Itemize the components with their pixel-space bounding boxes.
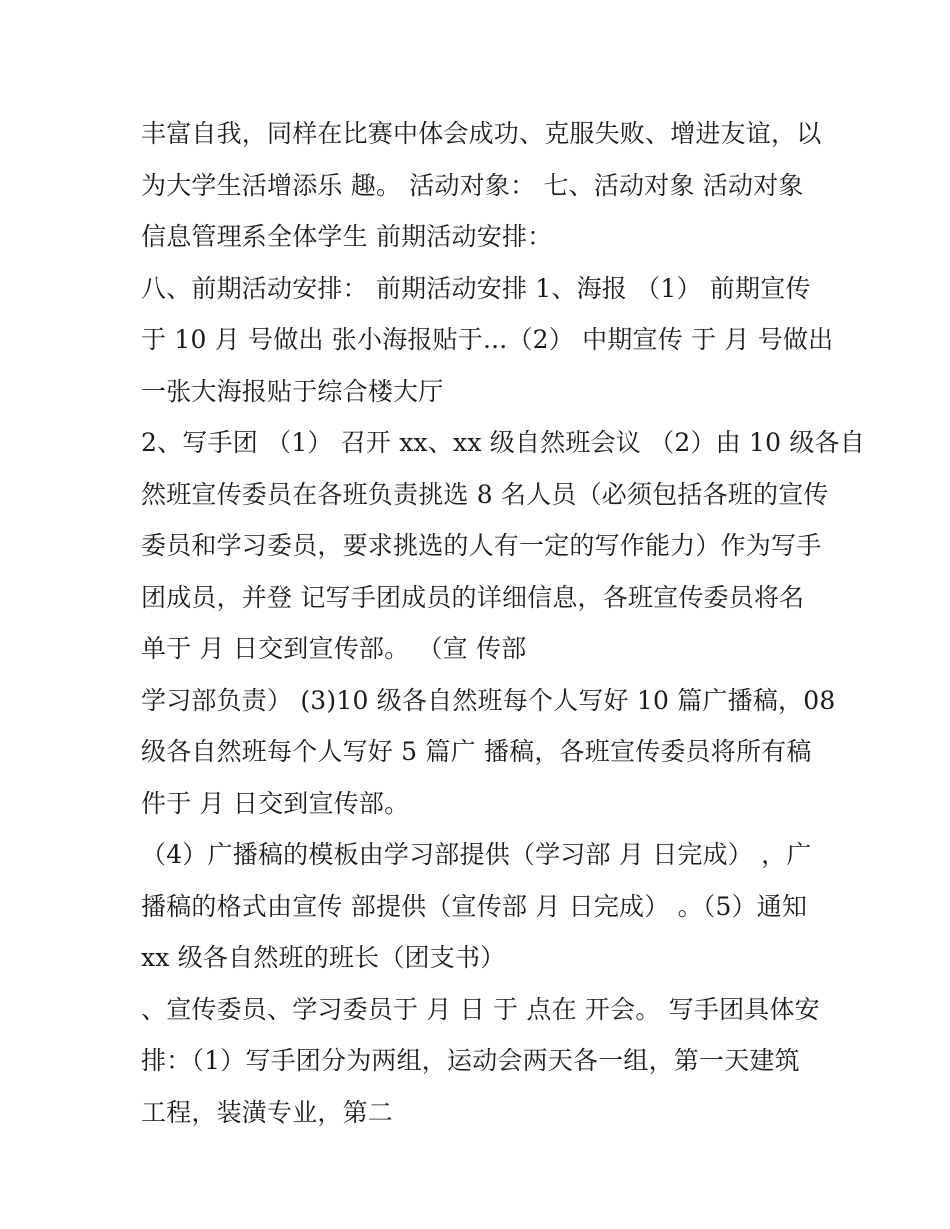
text-line: 委员和学习委员，要求挑选的人有一定的写作能力）作为写手 [141,531,822,560]
text-line: 为大学生活增添乐 趣。 活动对象： 七、活动对象 活动对象 [141,170,804,200]
text-line: 丰富自我，同样在比赛中体会成功、克服失败、增进友谊，以 [141,119,822,148]
text-line: xx 级各自然班的班长（团支书） [141,943,506,972]
text-line: 然班宣传委员在各班负责挑选 8 名人员（必须包括各班的宣传 [141,479,829,509]
text-line: 单于 月 日交到宣传部。 （宣 传部 [141,634,527,663]
text-line: 2、写手团 （1） 召开 xx、xx 级自然班会议 （2）由 10 级各自 [141,428,865,457]
text-line: 级各自然班每个人写好 5 篇广 播稿，各班宣传委员将所有稿 [141,737,812,766]
text-line: 学习部负责） (3)10 级各自然班每个人写好 10 篇广播稿，08 [141,685,836,715]
text-line: 八、前期活动安排： 前期活动安排 1、海报 （1） 前期宣传 [141,273,811,303]
text-line: 信息管理系全体学生 前期活动安排： [141,222,553,251]
text-line: 团成员，并登 记写手团成员的详细信息，各班宣传委员将名 [141,582,805,612]
text-line: （4）广播稿的模板由学习部提供（学习部 月 日完成） ，广 [141,840,812,869]
text-line: 件于 月 日交到宣传部。 [141,788,410,818]
text-line: 工程，装潢专业，第二 [141,1097,394,1127]
text-line: 播稿的格式由宣传 部提供（宣传部 月 日完成） 。（5）通知 [141,891,808,921]
document-body [141,108,865,1138]
text-line: 一张大海报贴于综合楼大厅 [141,376,444,406]
text-line: 排：（1）写手团分为两组，运动会两天各一组，第一天建筑 [141,1046,800,1075]
text-line: 于 10 月 号做出 张小海报贴于...（2） 中期宣传 于 月 号做出 [141,325,834,354]
text-line: 、宣传委员、学习委员于 月 日 于 点在 开会。 写手团具体安 [141,994,820,1024]
